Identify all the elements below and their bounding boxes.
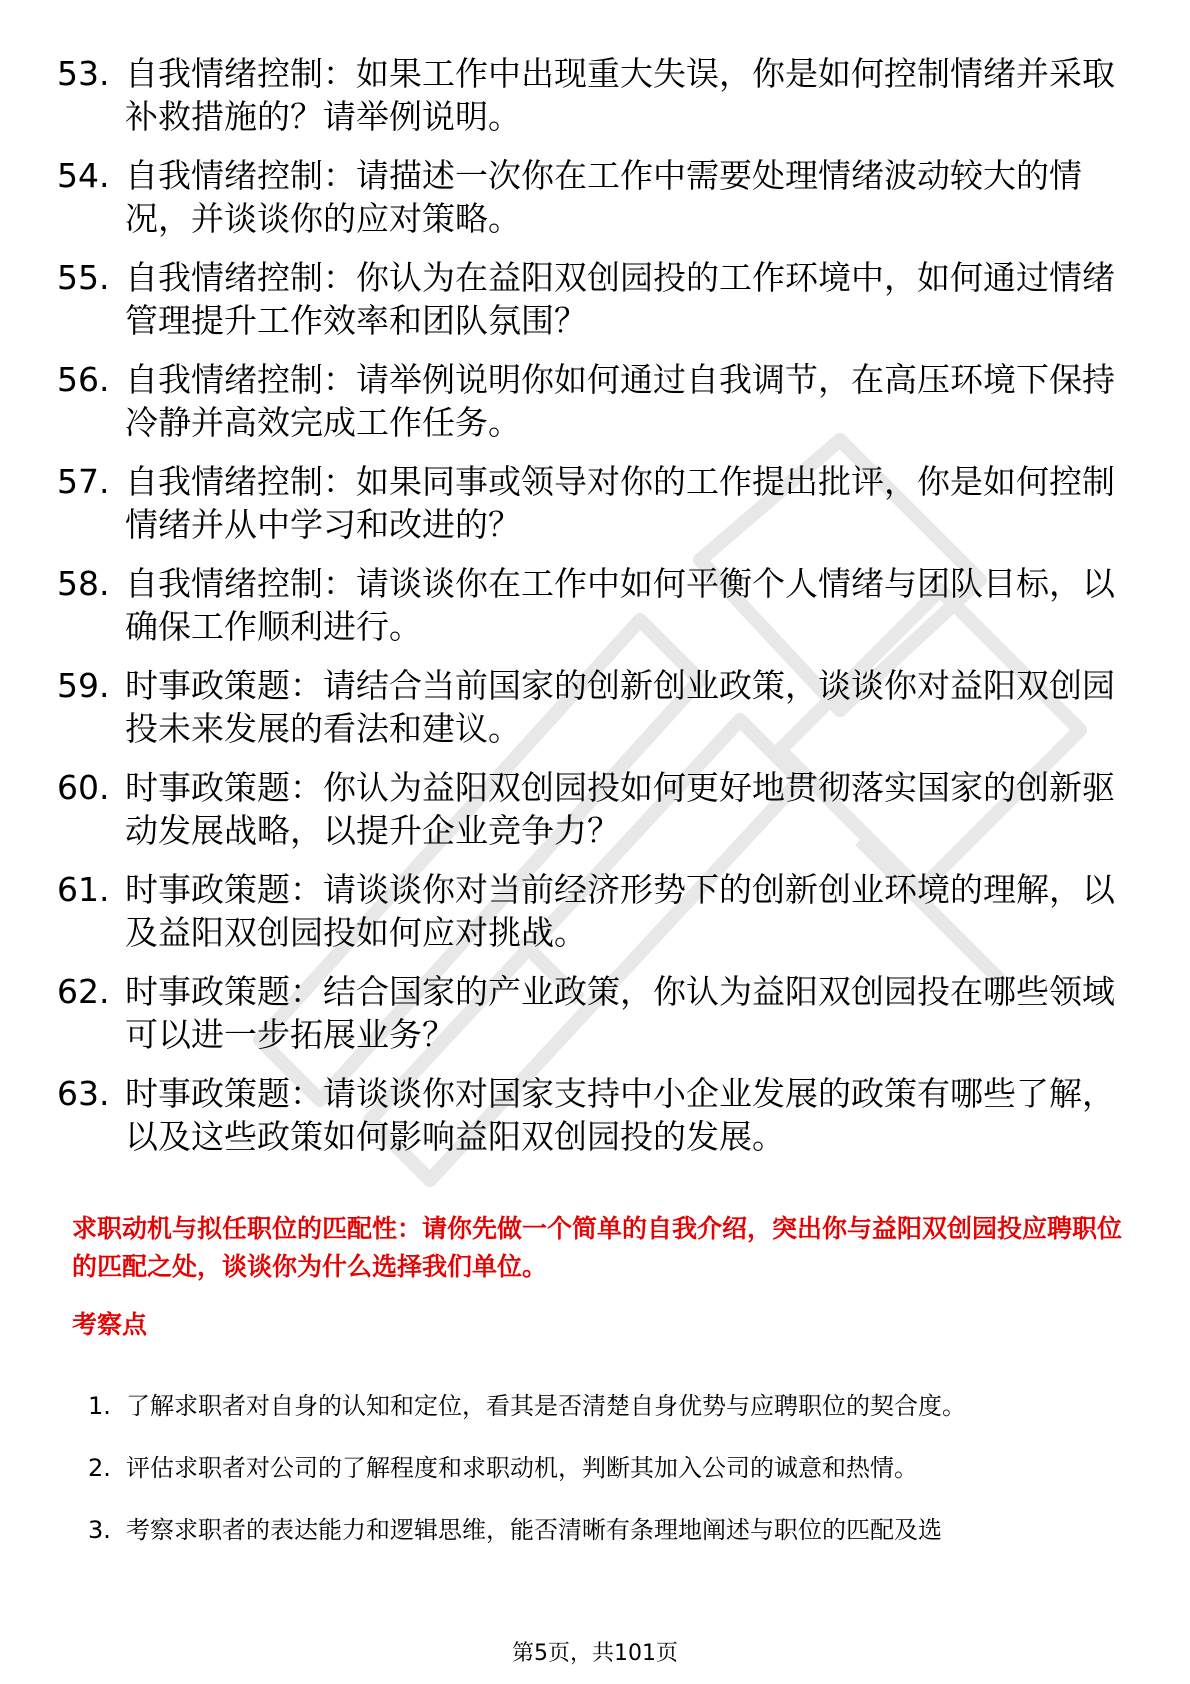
question-number: 61. — [57, 870, 110, 909]
point-number: 3. — [88, 1516, 111, 1544]
point-text: 考察求职者的表达能力和逻辑思维，能否清晰有条理地阐述与职位的匹配及选 — [126, 1516, 942, 1544]
question-text: 自我情绪控制：请谈谈你在工作中如何平衡个人情绪与团队目标，以确保工作顺利进行。 — [125, 564, 1115, 646]
list-item — [57, 358, 1137, 444]
list-item — [57, 970, 1137, 1056]
list-item — [88, 1499, 1128, 1561]
question-number: 56. — [57, 360, 110, 399]
list-item — [57, 868, 1137, 954]
list-item — [57, 52, 1137, 138]
assessment-points-list — [88, 1375, 1128, 1561]
list-item — [57, 256, 1137, 342]
question-text: 时事政策题：请谈谈你对国家支持中小企业发展的政策有哪些了解，以及这些政策如何影响益阳双创园投的发展。 — [125, 1074, 1115, 1156]
question-number: 62. — [57, 972, 110, 1011]
list-item — [57, 460, 1137, 546]
page-footer: 第5页，共101页 — [512, 1641, 678, 1666]
question-text: 自我情绪控制：如果同事或领导对你的工作提出批评，你是如何控制情绪并从中学习和改进的？ — [125, 462, 1115, 544]
question-number: 57. — [57, 462, 110, 501]
question-text: 时事政策题：你认为益阳双创园投如何更好地贯彻落实国家的创新驱动发展战略，以提升企业竞争力？ — [125, 768, 1115, 850]
point-number: 1. — [88, 1392, 111, 1420]
question-number: 53. — [57, 54, 110, 93]
question-number: 54. — [57, 156, 110, 195]
list-item — [57, 562, 1137, 648]
list-item — [57, 1072, 1137, 1158]
list-item — [88, 1437, 1128, 1499]
list-item — [57, 664, 1137, 750]
question-text: 自我情绪控制：请描述一次你在工作中需要处理情绪波动较大的情况，并谈谈你的应对策略。 — [125, 156, 1082, 238]
list-item — [57, 154, 1137, 240]
question-text: 自我情绪控制：如果工作中出现重大失误，你是如何控制情绪并采取补救措施的？请举例说明。 — [125, 54, 1115, 136]
list-item — [57, 766, 1137, 852]
question-text: 自我情绪控制：你认为在益阳双创园投的工作环境中，如何通过情绪管理提升工作效率和团队氛围？ — [125, 258, 1115, 340]
question-text: 时事政策题：结合国家的产业政策，你认为益阳双创园投在哪些领域可以进一步拓展业务？ — [125, 972, 1115, 1054]
point-text: 评估求职者对公司的了解程度和求职动机，判断其加入公司的诚意和热情。 — [126, 1454, 918, 1482]
question-text: 自我情绪控制：请举例说明你如何通过自我调节，在高压环境下保持冷静并高效完成工作任务。 — [125, 360, 1115, 442]
question-number: 58. — [57, 564, 110, 603]
section-heading: 求职动机与拟任职位的匹配性：请你先做一个简单的自我介绍，突出你与益阳双创园投应聘职位的匹配之处，谈谈你为什么选择我们单位。 — [72, 1214, 1123, 1281]
question-list — [57, 52, 1137, 1174]
subheading: 考察点 — [72, 1310, 148, 1339]
question-text: 时事政策题：请结合当前国家的创新创业政策，谈谈你对益阳双创园投未来发展的看法和建议。 — [125, 666, 1115, 748]
list-item — [88, 1375, 1128, 1437]
question-number: 60. — [57, 768, 110, 807]
question-number: 59. — [57, 666, 110, 705]
question-number: 55. — [57, 258, 110, 297]
question-number: 63. — [57, 1074, 110, 1113]
point-number: 2. — [88, 1454, 111, 1482]
question-text: 时事政策题：请谈谈你对当前经济形势下的创新创业环境的理解，以及益阳双创园投如何应对挑战。 — [125, 870, 1115, 952]
point-text: 了解求职者对自身的认知和定位，看其是否清楚自身优势与应聘职位的契合度。 — [126, 1392, 966, 1420]
